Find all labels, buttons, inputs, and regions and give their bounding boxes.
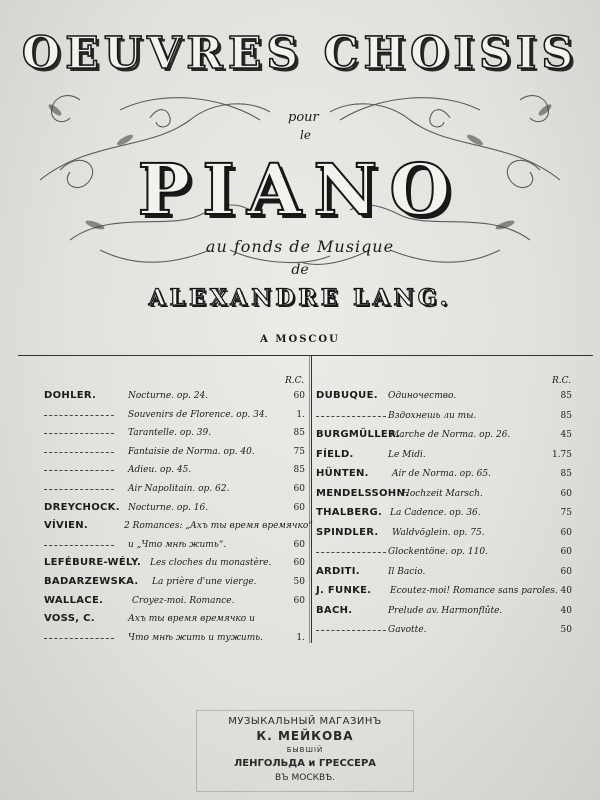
work-price: 40 (560, 605, 572, 616)
publisher-name: ALEXANDRE LANG. (148, 285, 452, 311)
work-title: 2 Romances: „Ахъ ты время времячко“ (124, 521, 313, 532)
work-price: 60 (293, 539, 305, 550)
composer-name: SPINDLER. (316, 526, 379, 538)
shop-stamp (200, 715, 410, 785)
work-title: Вздохнешь ли ты. (388, 410, 477, 421)
work-title: Les cloches du monastère. (150, 558, 272, 569)
price-header-left: R.C. (285, 376, 305, 386)
work-title: Nocturne. op. 24. (128, 391, 209, 401)
work-price: 85 (293, 428, 305, 439)
work-price: 1. (296, 632, 305, 643)
work-title: Air Napolitain. op. 62. (128, 484, 230, 494)
work-price: 85 (293, 465, 305, 476)
work-price: 60 (293, 484, 305, 494)
work-title: Prelude av. Harmonflûte. (388, 605, 503, 616)
composer-name: J. FUNKE. (316, 585, 372, 596)
work-price: 75 (293, 446, 305, 457)
work-title: Ecoutez-moi! Romance sans paroles. (390, 586, 558, 596)
work-title: Croyez-moi. Romance. (132, 595, 235, 606)
subtitle-le: le (300, 128, 311, 142)
price-header-right: R.C. (552, 376, 572, 386)
stamp-line-2: К. МЕЙКОВА (256, 729, 354, 743)
work-price: 85 (560, 391, 572, 401)
work-title: La Cadence. op. 36. (390, 508, 481, 518)
work-title: Waldvöglein. op. 75. (392, 527, 485, 538)
composer-name: VOSS, C. (44, 613, 95, 625)
subtitle-pour: pour (288, 110, 319, 125)
work-title: Le Midi. (388, 449, 426, 460)
composer-name: BACH. (316, 604, 353, 616)
work-title: Ахъ ты время времячко и (128, 614, 255, 625)
work-price: 40 (560, 586, 572, 596)
work-price: 85 (560, 469, 572, 479)
ditto-dash (316, 548, 386, 553)
composer-name: THALBERG. (316, 507, 383, 518)
ditto-dash (44, 541, 114, 546)
column-divider-shadow (309, 356, 310, 643)
work-price: 60 (293, 502, 305, 513)
composer-name: DUBUQUE. (316, 390, 378, 401)
column-divider (311, 356, 312, 643)
work-price: 60 (560, 527, 572, 538)
composer-name: DREYCHOCK. (44, 501, 120, 513)
ditto-dash (44, 429, 114, 434)
subtitle-au-fonds: au fonds de Musique (205, 237, 395, 256)
instrument-title: PIANO (137, 148, 463, 231)
work-price: 60 (560, 547, 572, 557)
subtitle-de: de (291, 262, 309, 278)
work-price: 60 (293, 558, 305, 569)
work-price: 60 (560, 488, 572, 499)
work-price: 60 (293, 595, 305, 606)
composer-name: BADARZEWSKA. (44, 576, 139, 587)
ditto-dash (44, 634, 114, 639)
header-divider (18, 355, 593, 356)
work-price: 60 (560, 566, 572, 577)
ditto-dash (316, 626, 386, 631)
composer-name: MENDELSSOHN. (316, 487, 410, 499)
composer-name: ARDITI. (316, 565, 360, 577)
work-title: Что мнѣ жить и тужить. (128, 632, 264, 643)
work-price: 60 (293, 391, 305, 401)
work-price: 50 (560, 625, 572, 635)
work-title: Adieu. op. 45. (128, 465, 192, 476)
work-price: 75 (560, 508, 572, 518)
composer-name: FÍELD. (316, 448, 354, 460)
ditto-dash (44, 466, 114, 471)
stamp-line-5: ВЪ МОСКВѢ. (274, 773, 336, 783)
work-price: 1.75 (551, 449, 572, 460)
stamp-line-3: БЫВШІЙ (286, 746, 324, 754)
stamp-line-1: МУЗЫКАЛЬНЫЙ МАГАЗИНЪ (228, 716, 382, 727)
work-title: Nocturne. op. 16. (128, 502, 209, 513)
composer-name: HÜNTEN. (316, 468, 369, 479)
ditto-dash (44, 485, 114, 490)
work-title: Gavotte. (388, 625, 427, 635)
ditto-dash (44, 411, 114, 416)
composer-name: VÍVIEN. (44, 520, 89, 532)
work-title: Fantaisie de Norma. op. 40. (128, 446, 255, 457)
work-title: Air de Norma. op. 65. (392, 469, 491, 479)
publisher-city: A MOSCOU (260, 334, 340, 345)
composer-name: DOHLER. (44, 390, 97, 401)
work-title: Hochzeit Marsch. (402, 488, 483, 499)
work-title: La prière d'une vierge. (152, 577, 257, 587)
work-title: Одиночество. (388, 391, 457, 401)
stamp-line-4: ЛЕНГОЛЬДА и ГРЕССЕРА (233, 758, 377, 769)
work-price: 50 (293, 577, 305, 587)
work-price: 45 (560, 430, 572, 440)
work-title: и „Что мнѣ жить“. (128, 539, 227, 550)
ditto-dash (44, 448, 114, 453)
cover-title: OEUVRES CHOISIS (21, 28, 579, 79)
composer-name: LEFÉBURE-WÉLY. (44, 557, 142, 569)
composer-name: BURGMÜLLER. (316, 429, 401, 440)
work-title: Marche de Norma. op. 26. (390, 430, 511, 440)
work-title: Glockentöne. op. 110. (388, 547, 488, 557)
work-price: 1. (296, 409, 305, 420)
work-price: 85 (560, 410, 572, 421)
composer-name: WALLACE. (44, 594, 104, 606)
work-title: Souvenirs de Florence. op. 34. (128, 409, 268, 420)
work-title: Tarantelle. op. 39. (128, 428, 212, 439)
work-title: Il Bacio. (388, 566, 426, 577)
ditto-dash (316, 412, 386, 417)
